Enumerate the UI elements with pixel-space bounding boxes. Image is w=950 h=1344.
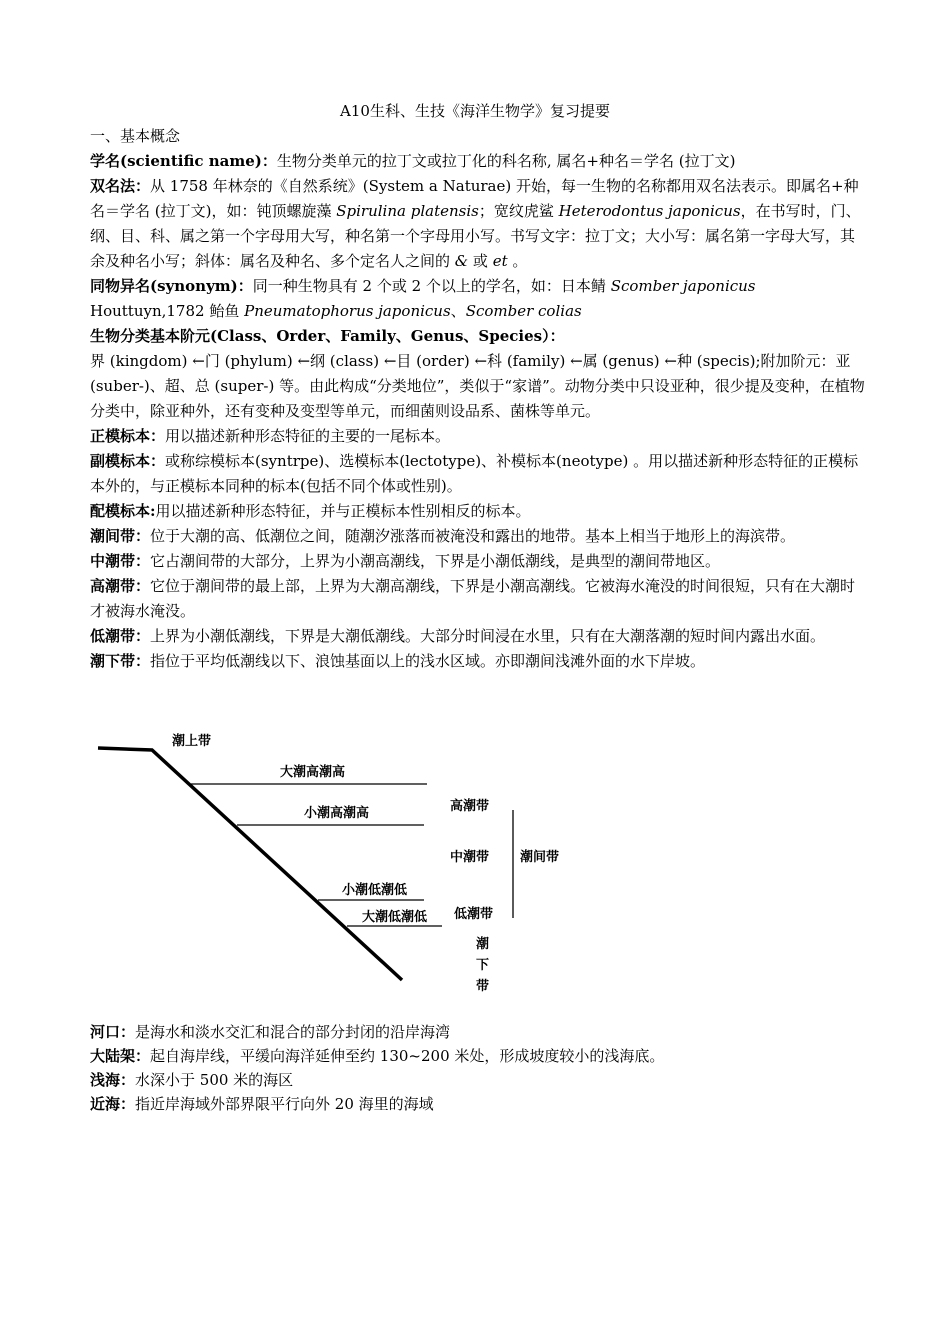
para-mid-tide: [90, 549, 865, 574]
definition: 上界为小潮低潮线，下界是大潮低潮线。大部分时间浸在水里，只有在大潮落潮的短时间内露出水面。: [150, 627, 826, 645]
term: 潮间带：: [90, 527, 151, 545]
definition: 它占潮间带的大部分，上界为小潮高潮线，下界是小潮低潮线，是典型的潮间带地区。: [150, 552, 721, 570]
term: 配模标本:: [90, 502, 156, 520]
label-subtidal-3: 带: [476, 979, 490, 994]
label-intertidal: 潮间带: [520, 850, 560, 865]
definition: 指位于平均低潮线以下、浪蚀基面以上的浅水区域。亦即潮间浅滩外面的水下岸坡。: [150, 652, 706, 670]
definition: 或: [468, 252, 493, 270]
latin-name: &: [454, 252, 469, 270]
latin-name: Scomber japonicus: [610, 277, 756, 295]
para-paratype: [90, 449, 865, 499]
latin-name: et: [492, 252, 508, 270]
term: 浅海：: [90, 1071, 136, 1089]
para-offshore: [90, 1092, 865, 1116]
definition: 指近岸海域外部界限平行向外 20 海里的海域: [135, 1095, 434, 1113]
term: 同物异名(synonym)：: [90, 277, 253, 295]
definition: 生物分类单元的拉丁文或拉丁化的科名称, 属名+种名＝学名 (拉丁文): [276, 152, 736, 170]
definition: 位于大潮的高、低潮位之间，随潮汐涨落而被淹没和露出的地带。基本上相当于地形上的海滨带。: [150, 527, 796, 545]
definition: 它位于潮间带的最上部，上界为大潮高潮线，下界是小潮高潮线。它被海水淹没的时间很短，只有在大潮时才被海水淹没。: [90, 577, 856, 620]
definition: 或称综模标本(syntrpe)、选模标本(lectotype)、补模标本(neotype) 。用以描述新种形态特征的正模标本外的，与正模标本同种的标本(包括不同个体或性别)。: [90, 452, 859, 495]
term: 正模标本：: [90, 427, 166, 445]
latin-name: Pneumatophorus japonicus: [244, 302, 451, 320]
definition: 从 1758 年林奈的《自然系统》(System a Naturae) 开始，每一生物的名称都用双名法表示。即属名+种名＝学名 (拉丁文)，如：钝顶螺旋藻: [90, 177, 859, 220]
label-supratidal: 潮上带: [172, 734, 212, 749]
para-continental-shelf: [90, 1044, 865, 1068]
term: 学名(scientific name)：: [90, 152, 277, 170]
para-taxonomy-heading: [90, 324, 865, 349]
definition: Houttuyn,1782 鲐鱼: [90, 302, 245, 320]
para-allotype: [90, 499, 865, 524]
para-synonym: [90, 274, 865, 324]
term: 生物分类基本阶元(Class、Order、Family、Genus、Species）：: [90, 327, 565, 345]
para-shallow-sea: [90, 1068, 865, 1092]
para-binomial: [90, 174, 865, 274]
latin-name: Heterodontus japonicus: [558, 202, 741, 220]
definition: 是海水和淡水交汇和混合的部分封闭的沿岸海湾: [135, 1023, 451, 1041]
label-high-zone: 高潮带: [450, 799, 490, 814]
bottom-definitions: [90, 1020, 865, 1116]
label-mid-zone: 中潮带: [450, 850, 490, 865]
label-subtidal-1: 潮: [476, 937, 490, 952]
label-subtidal-2: 下: [476, 958, 490, 973]
label-neap-high: 小潮高潮高: [304, 806, 370, 821]
para-holotype: [90, 424, 865, 449]
definition: 水深小于 500 米的海区: [135, 1071, 294, 1089]
term: 双名法：: [90, 177, 151, 195]
latin-name: Scomber colias: [465, 302, 582, 320]
term: 副模标本：: [90, 452, 166, 470]
definition: 。: [507, 252, 528, 270]
definition: ，在书写时，门、纲、目、科、属之第一个字母用大写，种名第一个字母用小写。书写文字：拉丁文；大小写：属名第一字母大写，其余及种名小写；斜体：属名及种名、多个定名人之间的: [90, 202, 861, 270]
label-low-zone: 低潮带: [454, 907, 494, 922]
definition: ；宽纹虎鲨: [478, 202, 559, 220]
para-high-tide: [90, 574, 865, 624]
section-heading: 一、基本概念: [90, 127, 181, 145]
term: 大陆架：: [90, 1047, 151, 1065]
term: 低潮带：: [90, 627, 151, 645]
definition: 用以描述新种形态特征的主要的一尾标本。: [165, 427, 451, 445]
body-text: [90, 124, 865, 674]
label-neap-low: 小潮低潮低: [342, 883, 408, 898]
definition: 、: [450, 302, 466, 320]
term: 潮下带：: [90, 652, 151, 670]
shore-slope-line: [98, 748, 402, 980]
latin-name: Spirulina platensis: [336, 202, 479, 220]
definition: 用以描述新种形态特征，并与正模标本性别相反的标本。: [155, 502, 531, 520]
definition: 起自海岸线，平缓向海洋延伸至约 130~200 米处，形成坡度较小的浅海底。: [150, 1047, 665, 1065]
term: 河口：: [90, 1023, 136, 1041]
label-spring-high: 大潮高潮高: [280, 765, 346, 780]
document-title: A10生科、生技《海洋生物学》复习提要: [340, 102, 610, 120]
term: 近海：: [90, 1095, 136, 1113]
definition: 同一种生物具有 2 个或 2 个以上的学名，如：日本鲭: [252, 277, 611, 295]
term: 中潮带：: [90, 552, 151, 570]
term: 高潮带：: [90, 577, 151, 595]
para-intertidal: [90, 524, 865, 549]
label-spring-low: 大潮低潮低: [362, 910, 428, 925]
para-low-tide: [90, 624, 865, 649]
para-scientific-name: [90, 149, 865, 174]
para-taxonomy: 界 (kingdom) ←门 (phylum) ←纲 (class) ←目 (order) ←科 (family) ←属 (genus) ←种 (specis);附加阶元：亚 (suber-)、超、总 (super-) 等。由此构成“分类地位”，类似于“家谱”。动物分类中只设亚种，很少提及变种，在植物分类中，除亚种外，还有变种及变型等单元，而细菌则设品系、菌株等单元。: [90, 352, 865, 420]
tidal-zone-diagram: [92, 728, 592, 1008]
para-subtidal: [90, 649, 865, 674]
para-estuary: [90, 1020, 865, 1044]
